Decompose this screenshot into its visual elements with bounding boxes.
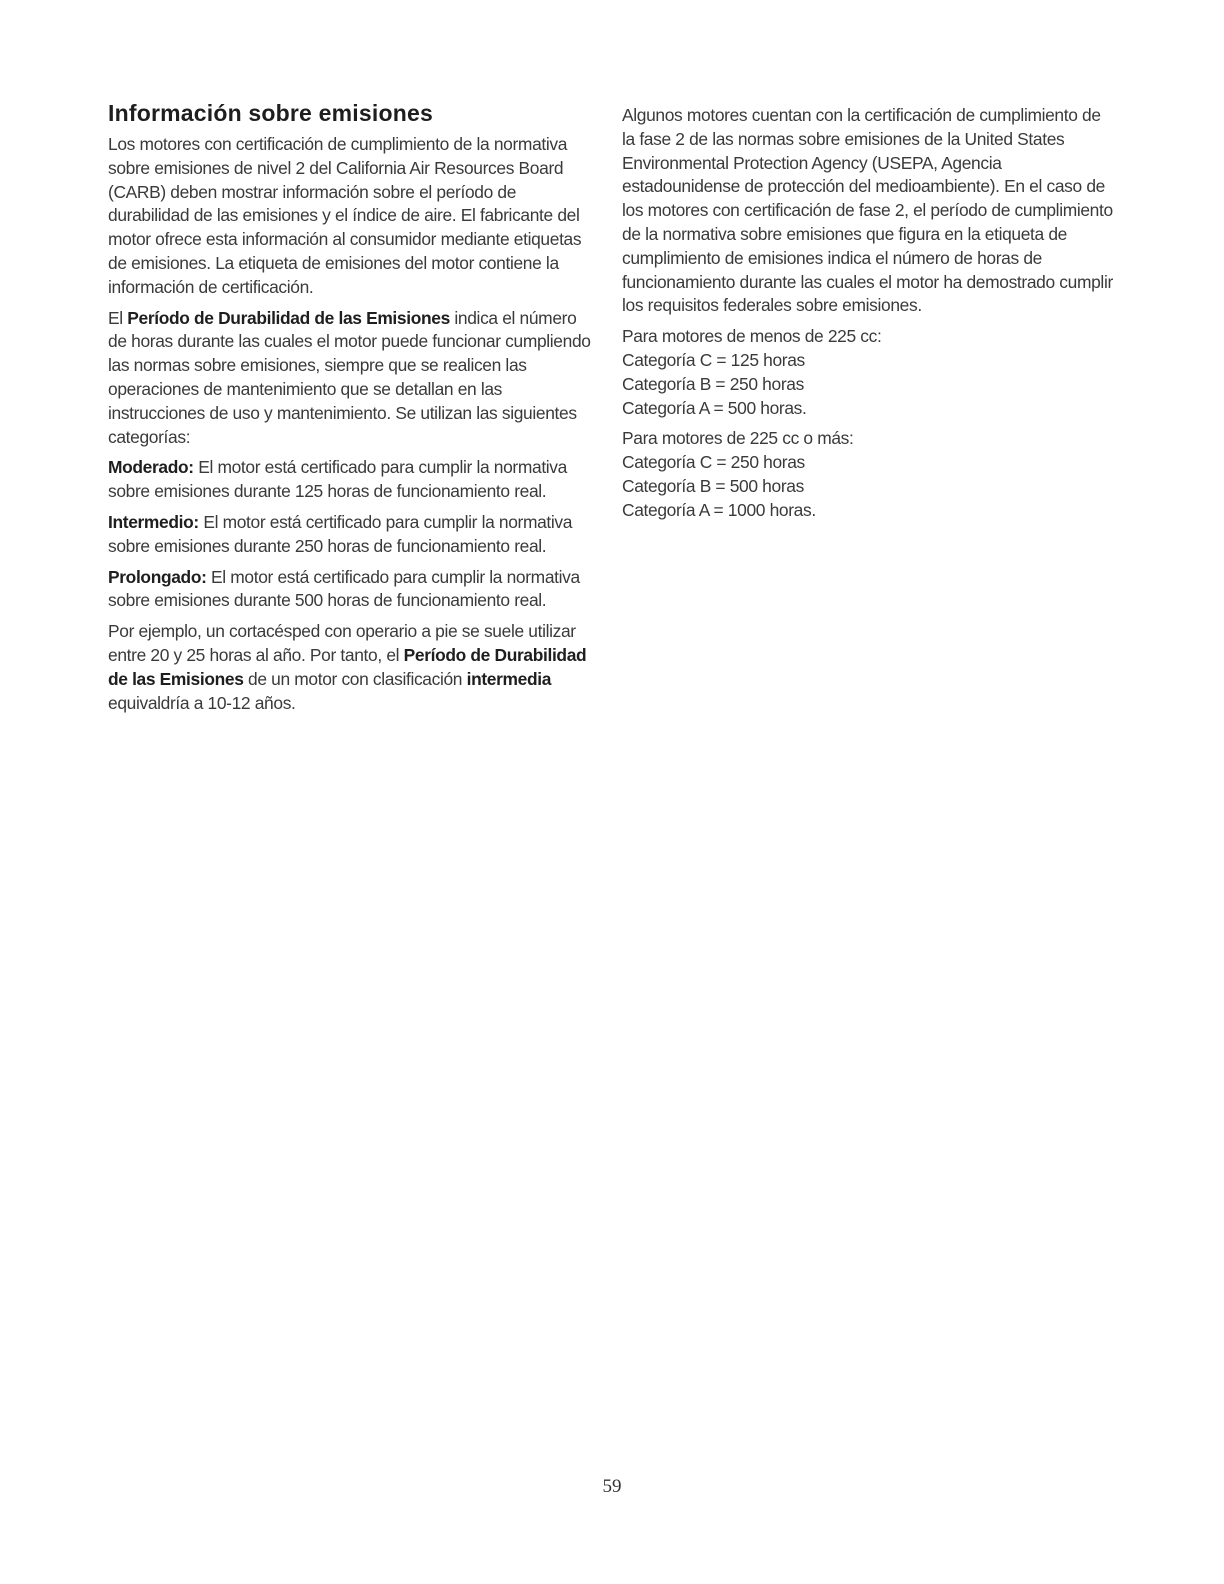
list-item: Categoría A = 1000 horas. <box>622 499 816 520</box>
category-intermedio <box>108 511 596 559</box>
category-prolongado <box>108 566 596 614</box>
intermedio-text: El motor está certificado para cumplir la normativa sobre emisiones durante 250 horas de funcionamiento real. <box>108 511 573 556</box>
list-item: Categoría A = 500 horas. <box>622 397 807 418</box>
list-item: Categoría C = 125 horas <box>622 349 805 370</box>
durability-term: Período de Durabilidad de las Emisiones <box>127 307 450 328</box>
moderado-text: El motor está certificado para cumplir la normativa sobre emisiones durante 125 horas de funcionamiento real. <box>108 457 567 502</box>
list-item: Categoría B = 250 horas <box>622 373 804 394</box>
list-item: Categoría C = 250 horas <box>622 452 805 473</box>
example-term: Período de Durabilidad de las Emisiones <box>108 644 587 689</box>
large-engine-heading: Para motores de 225 cc o más: <box>622 428 854 449</box>
section-title: Información sobre emisiones <box>108 100 433 126</box>
prolongado-label: Prolongado: <box>108 566 207 587</box>
intermedio-label: Intermedio: <box>108 511 199 532</box>
intro-paragraph: Los motores con certificación de cumplimiento de la normativa sobre emisiones de nivel 2 del California Air Resources Board (CARB) deben mostrar información sobre el período de durabilidad de las emisiones y el índice de aire. El fabricante del motor ofrece esta información al consumidor mediante etiquetas de emisiones. La etiqueta de emisiones del motor contiene la información de certificación. <box>108 134 582 297</box>
example-pre: Por ejemplo, un cortacésped con operario a pie se suele utilizar entre 20 y 25 horas al año. Por tanto, el <box>108 621 576 665</box>
large-engine-list <box>622 427 1116 522</box>
durability-paragraph <box>108 307 596 450</box>
example-paragraph <box>108 620 596 715</box>
moderado-label: Moderado: <box>108 457 194 478</box>
example-post: equivaldría a 10-12 años. <box>108 692 296 713</box>
list-item: Categoría B = 500 horas <box>622 475 804 496</box>
page-number: 59 <box>602 1476 622 1497</box>
right-column <box>622 104 1116 530</box>
usepa-paragraph: Algunos motores cuentan con la certificación de cumplimiento de la fase 2 de las normas sobre emisiones de la United States Environmental Protection Agency (USEPA, Agencia estadounidense de protección del medioambiente). En el caso de los motores con certificación de fase 2, el período de cumplimiento de la normativa sobre emisiones que figura en la etiqueta de cumplimiento de emisiones indica el número de horas de funcionamiento durante las cuales el motor ha demostrado cumplir los requisitos federales sobre emisiones. <box>622 105 1113 316</box>
example-mid: de un motor con clasificación <box>243 668 467 689</box>
example-class: intermedia <box>466 668 552 689</box>
small-engine-heading: Para motores de menos de 225 cc: <box>622 326 882 347</box>
left-column <box>108 100 596 722</box>
prolongado-text: El motor está certificado para cumplir la normativa sobre emisiones durante 500 horas de funcionamiento real. <box>108 566 580 611</box>
small-engine-list <box>622 325 1116 420</box>
durability-post: indica el número de horas durante las cuales el motor puede funcionar cumpliendo las normas sobre emisiones, siempre que se realicen las operaciones de mantenimiento que se detallan en las instrucciones de uso y mantenimiento. Se utilizan las siguientes categorías: <box>108 307 591 447</box>
durability-pre: El <box>108 307 128 328</box>
category-moderado <box>108 456 596 504</box>
